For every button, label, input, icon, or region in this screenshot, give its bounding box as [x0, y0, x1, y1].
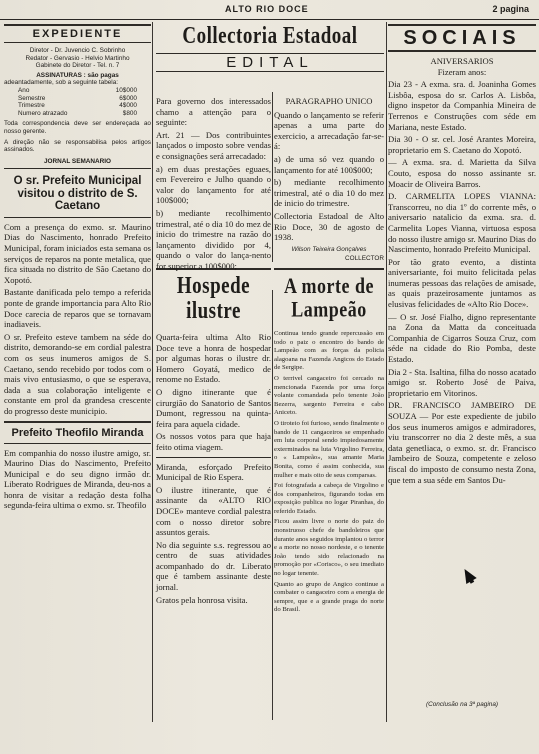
paragraph: Dia 30 - O sr. cel. José Arantes Moreira, proprietario em S. Caetano do Xopotó.: [388, 134, 536, 155]
staff-line: Gabinete do Diretor - Tel. n. 7: [35, 62, 120, 70]
paragraph: — A exma. sra. d. Marietta da Silva Couto, esposa do nosso assinante sr. Moacir de Oliveira Barros.: [388, 157, 536, 189]
collector-role: COLLECTOR: [345, 255, 384, 263]
section-aniversarios: ANIVERSARIOS: [430, 56, 494, 66]
paragraph: a) em duas prestações eguaes, em Fevereiro e Julho quando o valor do lançamento for até 100$000;: [156, 163, 271, 206]
paragraph: Bastante danificada pelo tempo a referida ponte de grande importancia para Alto Rio Doce carecia de reparos que se tornavam inadiaveis.: [4, 287, 151, 330]
paragraph: b) mediante recolhimento trimestral, até o dia 10 do mez de inicio do trimestre na razão do lançamento dividido por 4, quando o valor do lança-nento for superior a 100$000;: [156, 207, 271, 271]
divider: [4, 421, 151, 423]
column-collectoria-left: [156, 96, 271, 692]
column-rule: [272, 290, 273, 720]
paragrapho-title: PARAGRAPHO UNICO: [285, 96, 373, 106]
paragraph: b) mediante recolhimento trimestral, até o dia 10 do mez de inicio do trimestre.: [274, 177, 384, 209]
paragraph: Com a presença do exmo. sr. Maurino Dias do Nascimento, honrado Prefeito Municipal, foram iniciados esta semana os serviços de reparos na ponte metalica, que fica situada no distrito de São Caetano do Xopotó.: [4, 221, 151, 285]
paragraph: a) de uma só vez quando o lançamento for até 100$000;: [274, 153, 384, 175]
paragraph: No dia seguinte s.s. regressou ao centro de suas atividades acompanhado do dr. Liberato que é tambem assinante deste jornal.: [156, 539, 271, 593]
article-lampeao: [274, 330, 384, 690]
paragraph: Collectoria Estadoal de Alto Rio Doce, 30 de agosto de 1938.: [274, 210, 384, 243]
headline-theofilo: Prefeito Theofilo Miranda: [11, 426, 144, 439]
subscriptions-title: ASSINATURAS : são pagas: [36, 71, 119, 79]
headline-collectoria: Collectoria Estadoal: [182, 22, 358, 49]
paragraph: Dia 2 - Sta. Isaltina, filha do nosso acatado amigo sr. Roberto José de Paiva, proprietario em Vitorinos.: [388, 366, 536, 398]
paper-name: ALTO RIO DOCE: [225, 4, 309, 14]
paragraph: Quanto ao grupo de Angico continue a combater o cangaceiro com a energia de sempre, que e a grande praga do norte do Brasil.: [274, 580, 384, 614]
paragraph: Dia 23 - A exma. sra. d. Joaninha Gomes Lisbôa, esposa do sr. Carlos A. Lisbôa, digno inspetor da Companhia Mineira de Terrenos e Construções com séde em Mariana, neste Estado.: [388, 79, 536, 132]
headline-hospede: Hospede ilustre: [176, 272, 251, 324]
paragraph: Ficou assim livre o norte do paiz do monstruoso chefe de bandoleiros que durante anos seguidos implantou o terror e a morte no nosso nordeste, e o tenente João tendo sido relacionado na promoção por «Corisco», o seu imediato no logar tenente.: [274, 518, 384, 578]
divider: [4, 217, 151, 218]
column-expediente: [4, 24, 151, 511]
paragraph: Por tão grato evento, a distinta aniversariante, foi muito felicitada pelas inumeras pessoas das relações de amisade, as quais prazeirosamente juntamos as elusivas felicidades de «Alto Rio Doce».: [388, 256, 536, 310]
expediente-note: A direção não se responsabilisa pelos artigos assinados.: [4, 138, 151, 154]
paragraph: O sr. Prefeito esteve tambem na séde do distrito, demorando-se em cordial palestra com os seus inumeros amigos de S. Caetano, sendo recebido por todos com o mais vivo entusiasmo, o que se esperava, dada a sua colaboração inteligente e constante em prol da grandesa crescente do progresso deste municipio.: [4, 331, 151, 416]
running-header: [0, 4, 539, 18]
paragrapho-block: [274, 96, 384, 264]
article-sociais: [388, 79, 536, 701]
paragraph: Para governo dos interessados chamo a attenção para o seguinte:: [156, 96, 271, 128]
divider: [274, 268, 384, 270]
staff-list: [4, 47, 151, 70]
paragraph: Quarta-feira ultima Alto Rio Doce teve a honra de hospedar por algumas horas o ilustre dr. Homero Goyatá, medico de renome no Estado.: [156, 332, 271, 385]
expediente-signoff: JORNAL SEMANARIO: [4, 158, 151, 170]
subscription-row: Trimestre 4$000: [18, 102, 137, 110]
staff-line: Diretor - Dr. Juvencio C. Sobrinho: [29, 47, 126, 54]
subscription-row: Numero atrazado $800: [18, 109, 137, 117]
paragrapho-body: [274, 110, 384, 243]
paragraph: Art. 21 — Dos contribuintes lançados o imposto sobre vendas e consignações será arrecadado:: [156, 129, 271, 161]
subscriptions-table: [4, 87, 151, 117]
staff-line: Redator - Gervasio - Helvio Martinho: [25, 54, 130, 62]
article-collectoria: [156, 96, 271, 271]
paragraph: Miranda, esforçado Prefeito Municipal de Rio Espera.: [156, 461, 271, 483]
paragraph: — O sr. José Fialho, digno representante na Zona da Matta da conceituada Companhia de Cigarros Souza Cruz, com séde na cidade do Rio Pomba, deste Estado.: [388, 311, 536, 365]
headline-prefeito-visit: O sr. Prefeito Municipal visitou o distrito de S. Caetano: [13, 175, 142, 213]
expediente-title: EXPEDIENTE: [4, 24, 151, 43]
fizeram-anos: Fizeram anos:: [437, 66, 487, 77]
divider: [4, 443, 151, 444]
headline-lampeao: A morte de Lampeão: [284, 272, 374, 322]
column-rule: [152, 22, 153, 722]
paragraph: Gratos pela honrosa visita.: [156, 594, 248, 605]
collector-signature: Wilson Teixeira Gonçalves: [291, 245, 367, 253]
paragraph: Quando o lançamento se referir apenas a uma parte do exercicio, a arrecadação far-se-á:: [274, 109, 384, 152]
collectoria-header: [156, 24, 384, 94]
subscription-row: Semestre 6$000: [18, 94, 137, 102]
divider: [156, 457, 271, 458]
subscription-row: Ano 10$000: [18, 86, 137, 94]
paragraph: O ilustre itinerante, que é assinante da «ALTO RIO DOCE» manteve cordial palestra com o nosso diretor sobre assuntos gerais.: [156, 484, 271, 538]
paragraph: Continua tendo grande repercussão em todo o paiz o encontro do bando de Lampeão com as forças da policia alagoana na Fazenda Angicos do Estado de Sergipe.: [274, 330, 384, 372]
continued-note: (Conclusão na 3ª pagina): [426, 701, 498, 709]
paragraph: Foi fotografada a cabeça de Virgolino e dos companheiros, figurando todas em exposição publica no logar Piranhas, do referido Estado.: [274, 482, 384, 515]
paragraph: D. CARMELITA LOPES VIANNA: Transcorreu, no dia 1º do corrente mês, o aniversario natalicio da exma. sra. d. Carmelita Lopes Vianna, virtuosa esposa do nosso ilustre amigo sr. Maurino Dias do Nascimento, honrado Prefeito Municipal.: [388, 191, 536, 255]
article-prefeito-visit: [4, 222, 151, 417]
column-sociais: [388, 24, 536, 709]
top-rule: [0, 19, 539, 20]
column-rule: [386, 22, 387, 722]
paragraph: O tiroteio foi furioso, sendo finalmente o bando de 11 cangaceiros se empenhado em luta corporal sendo impiedosamente exterminados na luta Virgolino Ferreira, o « Lampeão», sua amante Maria Bonita, como é assim conhecida, sua mulher e mais oito de seus comparsas.: [274, 419, 384, 479]
article-hospede: [156, 332, 271, 692]
headline-sociais: SOCIAIS: [388, 24, 536, 52]
paragraph: O terrivel cangaceiro foi cercado na mencionada Fazenda por uma força volante comandada pelo tenente João Bezerra, sargento Ferreira e cabo Aniceto.: [274, 374, 384, 417]
expediente-note: Toda correspondencia deve ser endereçada ao nosso gerente.: [4, 120, 151, 135]
paragraph: O digno itinerante que é cirurgião do Sanatorio de Santos Dumont, regressou na quinta-feira para aquela cidade.: [156, 386, 271, 429]
edital-label: EDITAL: [156, 53, 384, 72]
column-collectoria-right: [274, 96, 384, 690]
page-label: 2 pagina: [492, 4, 529, 14]
column-rule: [272, 92, 273, 262]
paragraph: Os nossos votos para que haja feito otima viagem.: [156, 431, 271, 452]
article-theofilo: Em companhia do nosso ilustre amigo, sr. Maurino Dias do Nascimento, Prefeito Municipal e do seu digno irmão dr. Liberato Rodrigues de Miranda, deu-nos a honra de visitar a redação desta folha segunda-feira ultima o exmo. sr. Theofilo: [4, 447, 151, 511]
paragraph: DR. FRANCISCO JAMBEIRO DE SOUZA — Por este expediente de jubilo dos seus inumeros amigos e admiradores, viu transcorrer no dia 2 deste mês, a sua data genetliaca, o exmo. sr. dr. Francisco Jambeiro de Souza, competente e zeloso fiscal do imposto de consumo nesta Zona, que tem a sua séde em Santos Du-: [388, 400, 536, 485]
subscriptions-intro: adeantadamente, sob a seguinte tabela:: [4, 79, 119, 87]
